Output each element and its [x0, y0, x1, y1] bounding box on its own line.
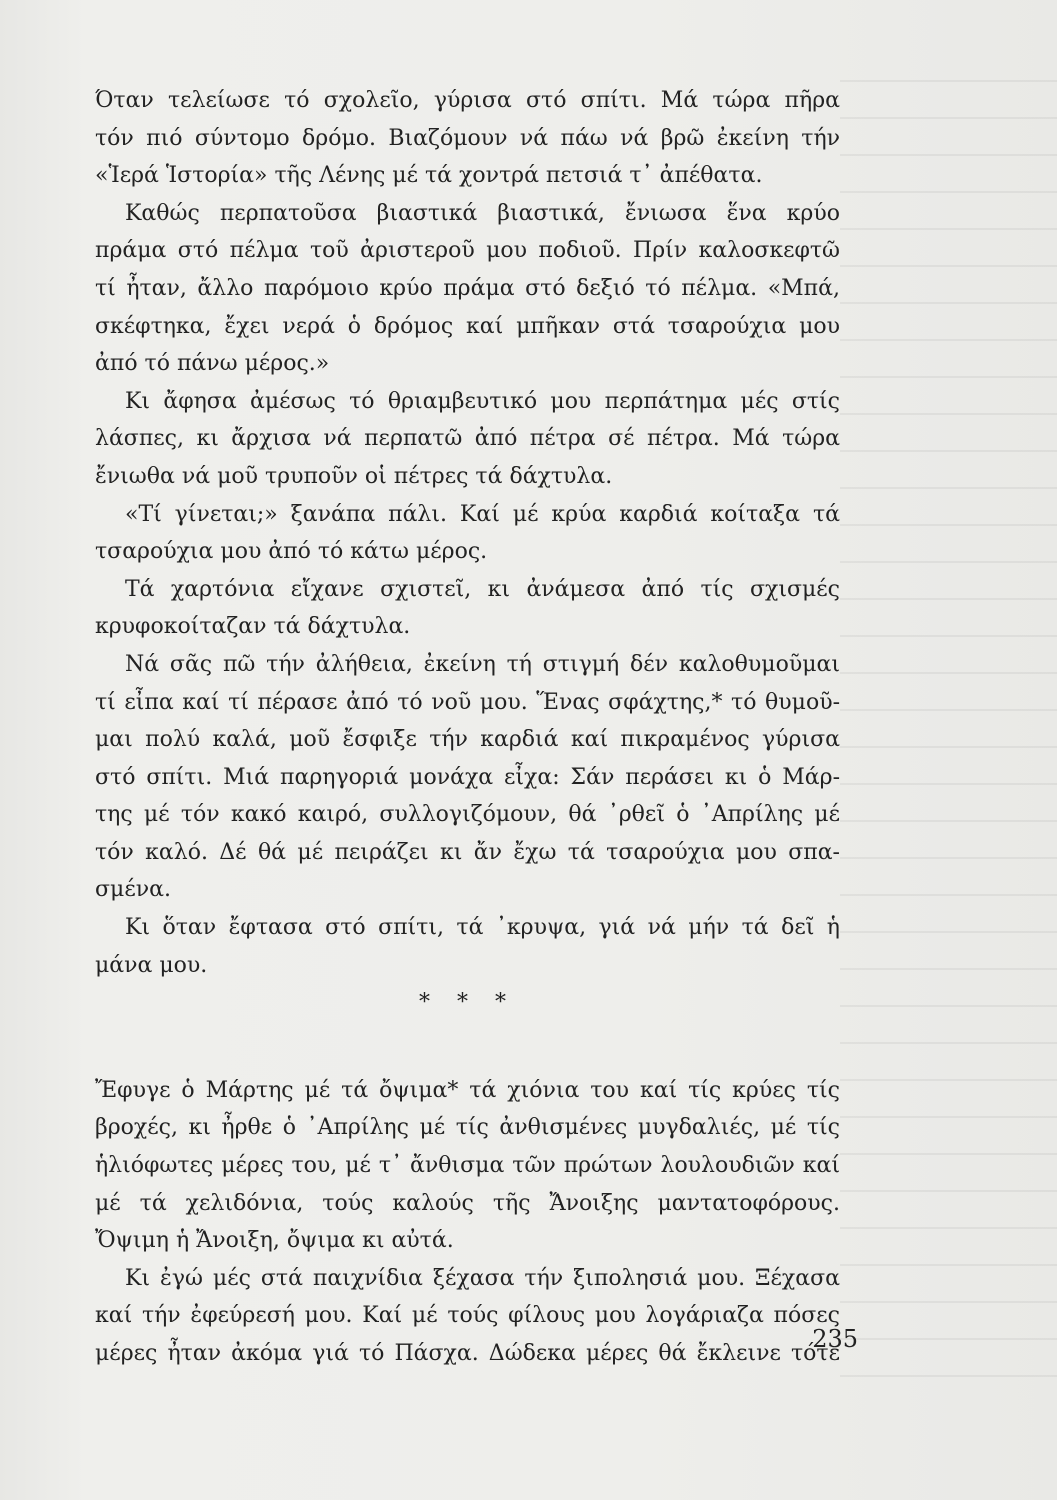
text-line: κρυφοκοίταζαν τά δάχτυλα.: [95, 614, 411, 640]
text-line: πράμα στό πέλμα τοῦ ἀριστεροῦ μου ποδιοῦ. Πρίν καλοσκεφτῶ: [95, 238, 840, 264]
text-line: Καθώς περπατοῦσα βιαστικά βιαστικά, ἔνιωσα ἕνα κρύο: [125, 200, 840, 226]
text-line: σκέφτηκα, ἔχει νερά ὁ δρόμος καί μπῆκαν στά τσαρούχια μου: [95, 313, 840, 339]
text-line: Κι ὅταν ἔφτασα στό σπίτι, τά ᾿κρυψα, γιά νά μήν τά δεῖ ἡ: [125, 915, 840, 941]
text-line: της μέ τόν κακό καιρό, συλλογιζόμουν, θά ᾿ρθεῖ ὁ ᾿Απρίλης μέ: [95, 802, 840, 828]
page-number: 235: [812, 1325, 858, 1353]
spacer: [95, 1022, 840, 1072]
text-line: Ὄψιμη ἡ Ἄνοιξη, ὄψιμα κι αὐτά.: [95, 1228, 454, 1254]
text-line: τόν πιό σύντομο δρόμο. Βιαζόμουν νά πάω νά βρῶ ἐκείνη τήν: [95, 125, 840, 151]
text-line: σμένα.: [95, 877, 171, 903]
text-line: «Τί γίνεται;» ξανάπα πάλι. Καί μέ κρύα καρδιά κοίταξα τά: [125, 501, 840, 527]
text-line: ἔνιωθα νά μοῦ τρυποῦν οἱ πέτρες τά δάχτυλα.: [95, 463, 613, 489]
text-line: Τά χαρτόνια εἴχανε σχιστεῖ, κι ἀνάμεσα ἀπό τίς σχισμές: [125, 576, 840, 602]
text-line: Νά σᾶς πῶ τήν ἀλήθεια, ἐκείνη τή στιγμή δέν καλοθυμοῦμαι: [125, 651, 840, 677]
bleed-through-text: [840, 80, 1057, 1380]
text-line: βροχές, κι ἦρθε ὁ ᾿Απρίλης μέ τίς ἀνθισμένες μυγδαλιές, μέ τίς: [95, 1115, 840, 1141]
text-line: τόν καλό. Δέ θά μέ πειράζει κι ἄν ἔχω τά τσαρούχια μου σπα-: [95, 839, 840, 865]
text-line: ἀπό τό πάνω μέρος.»: [95, 351, 330, 377]
text-line: τσαρούχια μου ἀπό τό κάτω μέρος.: [95, 539, 488, 565]
body-text: [95, 82, 840, 1373]
text-line: μέ τά χελιδόνια, τούς καλούς τῆς Ἄνοιξης μαντατοφόρους.: [95, 1190, 840, 1216]
text-line: ἡλιόφωτες μέρες του, μέ τ᾿ ἄνθισμα τῶν πρώτων λουλουδιῶν καί: [95, 1153, 840, 1179]
text-line: λάσπες, κι ἄρχισα νά περπατῶ ἀπό πέτρα σέ πέτρα. Μά τώρα: [95, 426, 840, 452]
text-line: μέρες ἦταν ἀκόμα γιά τό Πάσχα. Δώδεκα μέρες θά ἔκλεινε τότε: [95, 1341, 840, 1366]
text-line: στό σπίτι. Μιά παρηγοριά μονάχα εἶχα: Σάν περάσει κι ὁ Μάρ-: [95, 764, 840, 790]
text-line: καί τήν ἐφεύρεσή μου. Καί μέ τούς φίλους μου λογάριαζα πόσες: [95, 1303, 840, 1329]
text-line: Ἔφυγε ὁ Μάρτης μέ τά ὄψιμα* τά χιόνια του καί τίς κρύες τίς: [95, 1077, 840, 1103]
text-line: μαι πολύ καλά, μοῦ ἔσφιξε τήν καρδιά καί πικραμένος γύρισα: [95, 727, 840, 753]
text-line: Κι ἐγώ μές στά παιχνίδια ξέχασα τήν ξιπολησιά μου. Ξέχασα: [125, 1265, 840, 1291]
text-line: μάνα μου.: [95, 952, 208, 978]
text-line: Κι ἄφησα ἀμέσως τό θριαμβευτικό μου περπάτημα μές στίς: [125, 388, 840, 414]
text-line: «Ἱερά Ἱστορία» τῆς Λένης μέ τά χοντρά πετσιά τ᾿ ἀπέθατα.: [95, 163, 763, 189]
text-line: τί εἶπα καί τί πέρασε ἀπό τό νοῦ μου. Ἕνας σφάχτης,* τό θυμοῦ-: [95, 689, 840, 715]
text-line: Όταν τελείωσε τό σχολεῖο, γύρισα στό σπίτι. Μά τώρα πῆρα: [95, 88, 840, 113]
section-separator: * * *: [419, 990, 516, 1016]
text-line: τί ἦταν, ἄλλο παρόμοιο κρύο πράμα στό δεξιό τό πέλμα. «Μπά,: [95, 275, 840, 301]
